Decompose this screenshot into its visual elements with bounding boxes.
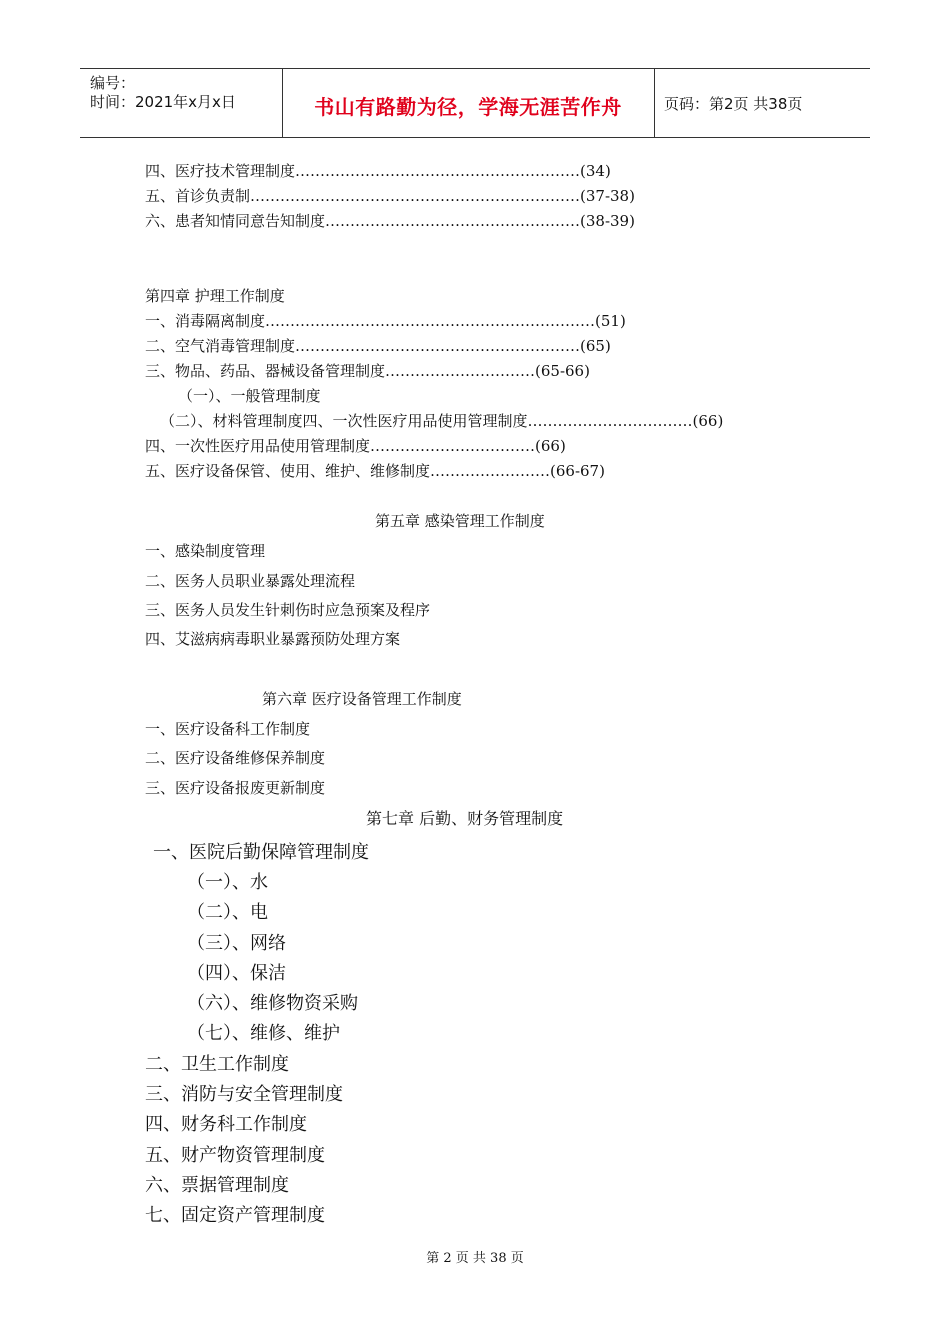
toc-entry: 一、消毒隔离制度…………………………………………………………(51) [145,312,626,330]
toc-entry: 六、患者知情同意告知制度……………………………………………(38-39) [145,212,635,230]
page-footer: 第 2 页 共 38 页 [426,1251,524,1266]
toc-subentry: （一）、一般管理制度 [178,387,321,405]
toc-subentry: （七）、维修、维护 [187,1023,340,1044]
header-motto: 书山有路勤为径，学海无涯苦作舟 [314,95,622,119]
toc-entry: 一、医院后勤保障管理制度 [153,842,369,863]
toc-entry: 一、医疗设备科工作制度 [145,720,311,738]
toc-subentry: （二）、材料管理制度四、一次性医疗用品使用管理制度……………………………(66) [160,412,724,430]
toc-entry: 四、一次性医疗用品使用管理制度……………………………(66) [145,437,566,455]
toc-entry: 三、医务人员发生针刺伤时应急预案及程序 [145,601,431,619]
toc-entry: 五、医疗设备保管、使用、维护、维修制度……………………(66-67) [145,462,605,480]
toc-entry: 三、消防与安全管理制度 [145,1084,343,1105]
toc-entry: 四、财务科工作制度 [145,1114,307,1135]
toc-entry: 一、感染制度管理 [145,542,266,560]
header-page-number: 页码：第2页 共38页 [664,95,803,113]
chapter-heading: 第六章 医疗设备管理工作制度 [262,690,462,708]
header-motto-cell [282,69,655,137]
toc-entry: 七、固定资产管理制度 [145,1205,325,1226]
toc-entry: 五、财产物资管理制度 [145,1145,325,1166]
toc-entry: 三、医疗设备报废更新制度 [145,779,326,797]
chapter-heading: 第五章 感染管理工作制度 [375,512,545,530]
toc-entry: 二、医疗设备维修保养制度 [145,749,326,767]
chapter-heading: 第七章 后勤、财务管理制度 [366,809,564,828]
toc-entry: 二、卫生工作制度 [145,1054,289,1075]
toc-entry: 五、首诊负责制…………………………………………………………(37-38) [145,187,635,205]
toc-entry: 四、医疗技术管理制度…………………………………………………(34) [145,162,611,180]
document-number-label: 编号： [90,74,136,92]
header-page-cell [654,69,870,137]
header-info-cell [80,69,283,137]
chapter-heading: 第四章 护理工作制度 [145,287,285,305]
toc-subentry: （四）、保洁 [187,963,286,984]
toc-subentry: （一）、水 [187,872,268,893]
toc-entry: 二、医务人员职业暴露处理流程 [145,572,356,590]
toc-entry: 六、票据管理制度 [145,1175,289,1196]
document-date-label: 时间：2021年x月x日 [90,93,236,111]
toc-entry: 三、物品、药品、器械设备管理制度…………………………(65-66) [145,362,590,380]
toc-subentry: （六）、维修物资采购 [187,993,358,1014]
toc-subentry: （三）、网络 [187,933,286,954]
toc-entry: 二、空气消毒管理制度…………………………………………………(65) [145,337,611,355]
toc-entry: 四、艾滋病病毒职业暴露预防处理方案 [145,630,401,648]
page-header [80,68,870,138]
toc-subentry: （二）、电 [187,902,268,923]
